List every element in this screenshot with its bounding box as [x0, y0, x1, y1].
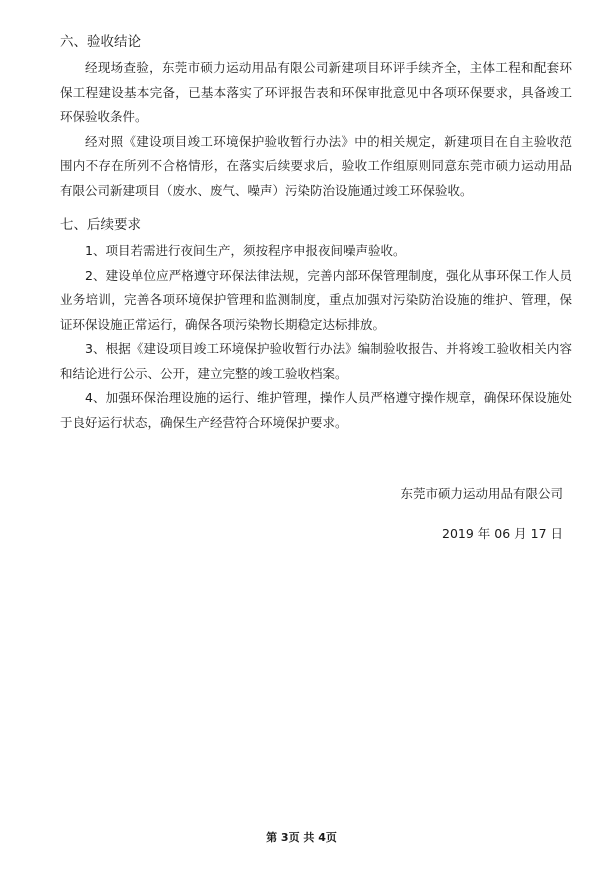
spacer: [60, 203, 572, 213]
section-title-acceptance-conclusion: 六、验收结论: [60, 34, 141, 50]
document-body: [60, 32, 572, 435]
list-item: 4、加强环保治理设施的运行、维护管理，操作人员严格遵守操作规章，确保环保设施处于良好运行状态，确保生产经营符合环境保护要求。: [60, 390, 572, 430]
signature-date: 2019 年 06 月 17 日: [442, 526, 563, 541]
page-number: 第 3页 共 4页: [266, 831, 337, 844]
list-item: 1、项目若需进行夜间生产，须按程序申报夜间噪声验收。: [85, 243, 406, 258]
list-item: 3、根据《建设项目竣工环境保护验收暂行办法》编制验收报告、并将竣工验收相关内容和结论进行公示、公开，建立完整的竣工验收档案。: [60, 341, 572, 381]
list-item: 2、建设单位应严格遵守环保法律法规，完善内部环保管理制度，强化从事环保工作人员业务培训，完善各项环境保护管理和监测制度，重点加强对污染防治设施的维护、管理，保证环保设施正常运行，确保各项污染物长期稳定达标排放。: [60, 267, 572, 332]
paragraph: 经现场查验，东莞市硕力运动用品有限公司新建项目环评手续齐全，主体工程和配套环保工程建设基本完备，已基本落实了环评报告表和环保审批意见中各项环保要求，具备竣工环保验收条件。: [60, 60, 572, 124]
paragraph: 经对照《建设项目竣工环境保护验收暂行办法》中的相关规定，新建项目在自主验收范围内不存在所列不合格情形，在落实后续要求后，验收工作组原则同意东莞市硕力运动用品有限公司新建项目（废水、废气、噪声）污染防治设施通过竣工环保验收。: [60, 133, 572, 198]
signature-company: 东莞市硕力运动用品有限公司: [400, 486, 563, 501]
section-title-follow-up-requirements: 七、后续要求: [60, 217, 141, 233]
